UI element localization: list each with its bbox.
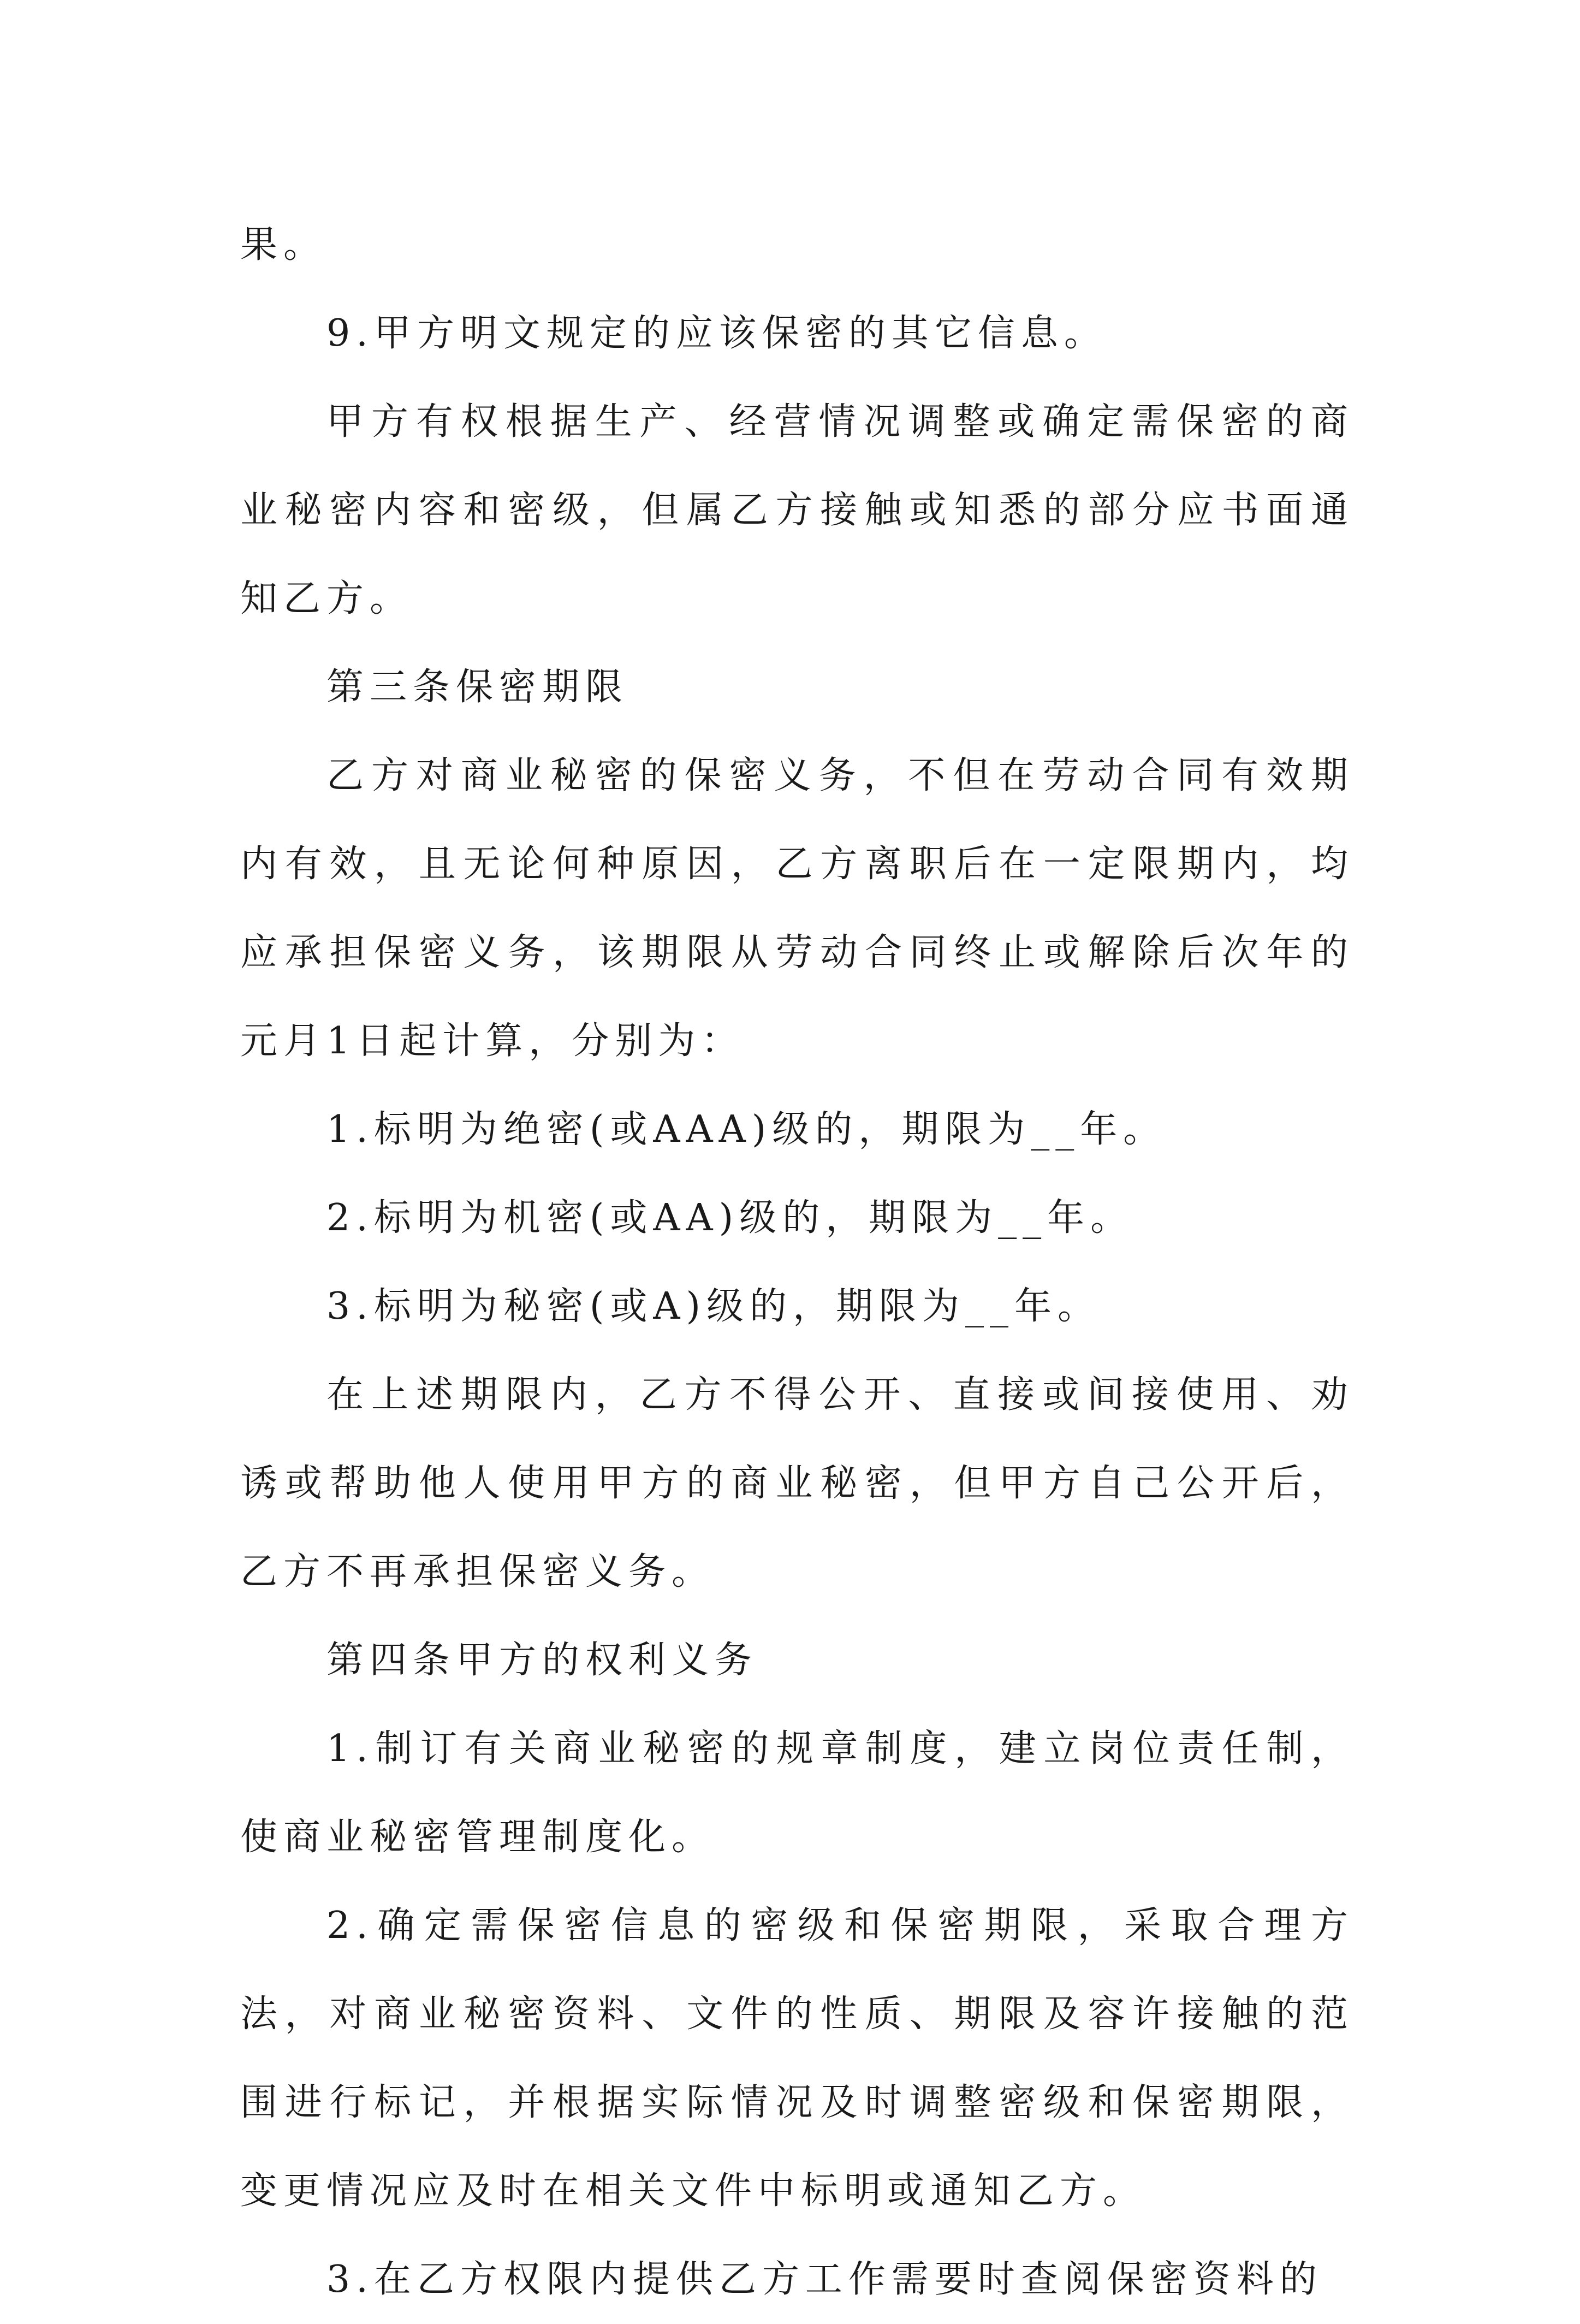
list-item-rules: 1.制订有关商业秘密的规章制度，建立岗位责任制，使商业秘密管理制度化。 (240, 1727, 1354, 1859)
document-body (240, 201, 1354, 2324)
paragraph-confidentiality-term: 乙方对商业秘密的保密义务，不但在劳动合同有效期内有效，且无论何种原因，乙方离职后在一定限期内，均应承担保密义务，该期限从劳动合同终止或解除后次年的元月1日起计算，分别为： (240, 754, 1354, 1063)
paragraph-continuation: 果。 (240, 223, 327, 266)
section-heading-article-4: 第四条甲方的权利义务 (326, 1639, 758, 1682)
paragraph-adjustment-rights: 甲方有权根据生产、经营情况调整或确定需保密的商业秘密内容和密级，但属乙方接触或知悉的部分应书面通知乙方。 (240, 400, 1354, 620)
list-item-secret: 3.标明为秘密(或A)级的，期限为__年。 (326, 1285, 1101, 1328)
list-item-top-secret: 1.标明为绝密(或AAA)级的，期限为__年。 (326, 1108, 1167, 1151)
list-item-classification: 2.确定需保密信息的密级和保密期限，采取合理方法，对商业秘密资料、文件的性质、期限及容许接触的范围进行标记，并根据实际情况及时调整密级和保密期限，变更情况应及时在相关文件中标明或通知乙方。 (240, 1904, 1354, 2213)
paragraph-item-9: 9.甲方明文规定的应该保密的其它信息。 (326, 312, 1107, 355)
section-heading-article-3: 第三条保密期限 (326, 666, 629, 709)
paragraph-prohibited-use: 在上述期限内，乙方不得公开、直接或间接使用、劝诱或帮助他人使用甲方的商业秘密，但甲方自己公开后，乙方不再承担保密义务。 (240, 1373, 1354, 1593)
list-item-access: 3.在乙方权限内提供乙方工作需要时查阅保密资料的 (326, 2258, 1323, 2301)
list-item-confidential: 2.标明为机密(或AA)级的，期限为__年。 (326, 1196, 1134, 1240)
